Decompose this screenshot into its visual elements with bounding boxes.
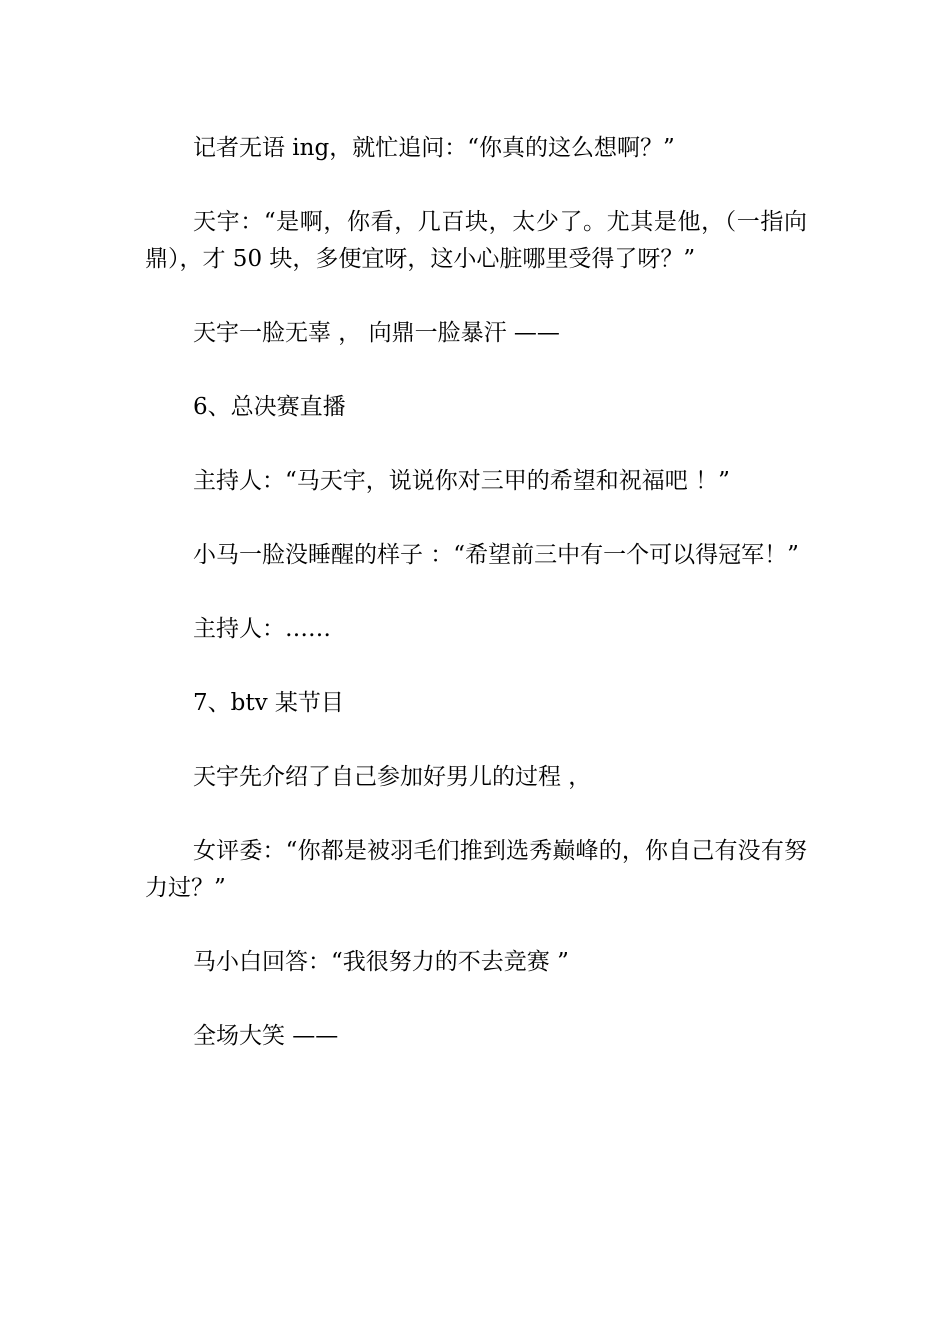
paragraph: 马小白回答：“我很努力的不去竞赛 ” [193, 949, 569, 975]
paragraph: 主持人：…… [193, 616, 331, 642]
paragraph: 天宇：“是啊，你看，几百块，太少了。尤其是他，（一指向鼎），才 50 块，多便宜呀，这小心脏哪里受得了呀？” [145, 209, 807, 272]
paragraph: 主持人：“马天宇，说说你对三甲的希望和祝福吧 ！” [193, 468, 730, 494]
paragraph: 记者无语 ing，就忙追问：“你真的这么想啊？” [193, 135, 675, 161]
paragraph: 小马一脸没睡醒的样子 ：“希望前三中有一个可以得冠军！” [193, 542, 799, 568]
paragraph: 天宇一脸无辜 ， 向鼎一脸暴汗 —— [193, 320, 560, 346]
section-heading: 7、btv 某节目 [193, 690, 344, 716]
paragraph: 全场大笑 —— [193, 1023, 339, 1049]
paragraph: 天宇先介绍了自己参加好男儿的过程 ， [193, 764, 592, 790]
document-body [145, 130, 807, 1092]
section-heading: 6、总决赛直播 [193, 394, 346, 420]
paragraph: 女评委：“你都是被羽毛们推到选秀巅峰的，你自己有没有努力过？” [145, 838, 807, 901]
